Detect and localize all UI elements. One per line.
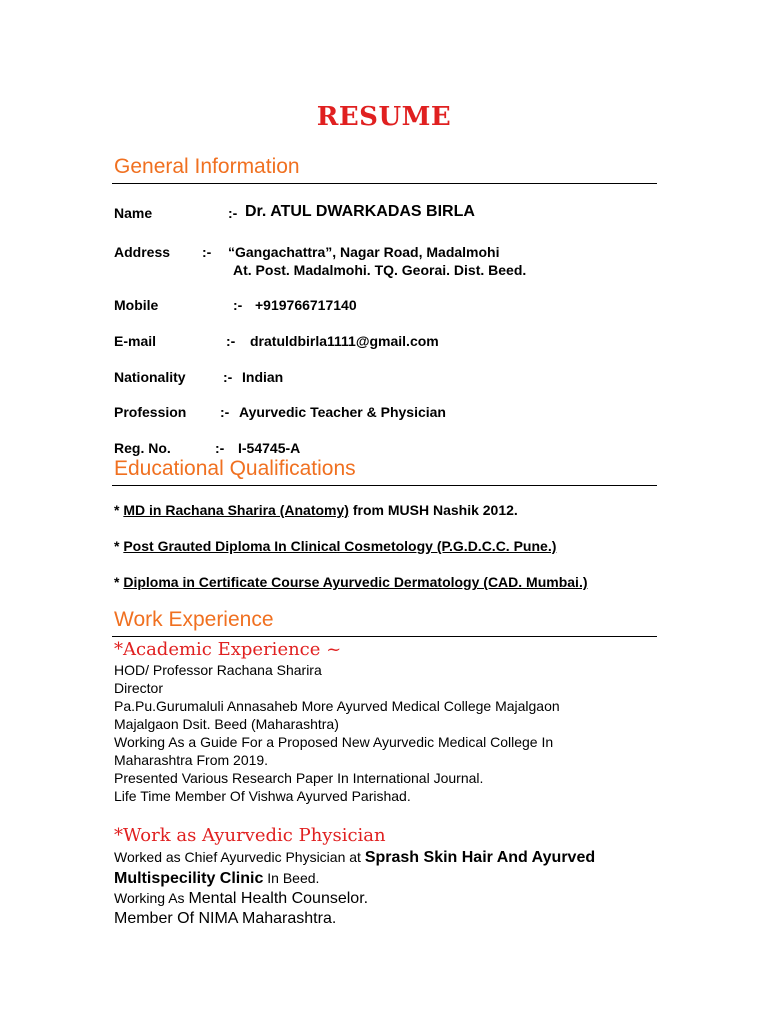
physician-text: Worked as Chief Ayurvedic Physician at <box>114 849 365 865</box>
section-divider <box>112 183 657 184</box>
profession-value: Ayurvedic Teacher & Physician <box>239 404 446 420</box>
physician-text: In Beed. <box>263 870 320 886</box>
bullet: * <box>114 538 124 554</box>
physician-text: Working As <box>114 890 189 906</box>
separator: :- <box>233 297 243 313</box>
separator: :- <box>223 369 233 385</box>
section-divider <box>112 485 657 486</box>
address-value-line2: At. Post. Madalmohi. TQ. Georai. Dist. Beed. <box>233 262 527 278</box>
bullet: * <box>114 574 124 590</box>
academic-experience-heading: *Academic Experience ~ <box>114 639 342 660</box>
academic-line: Maharashtra From 2019. <box>114 752 269 768</box>
physician-work-heading: *Work as Ayurvedic Physician <box>114 825 386 846</box>
qualification-item <box>114 574 588 590</box>
clinic-name-cont: Multispecility Clinic <box>114 870 264 887</box>
address-value-line1: “Gangachattra”, Nagar Road, Madalmohi <box>228 244 500 260</box>
qualification-title: MD in Rachana Sharira (Anatomy) <box>123 502 349 518</box>
physician-line <box>114 870 319 888</box>
qualification-item <box>114 538 556 554</box>
work-experience-heading: Work Experience <box>114 608 274 631</box>
email-label: E-mail <box>114 333 157 349</box>
physician-line <box>114 849 595 867</box>
academic-line: Director <box>114 680 164 696</box>
physician-line <box>114 890 368 908</box>
educational-qualifications-heading: Educational Qualifications <box>114 457 356 480</box>
qualification-title: Diploma in Certificate Course Ayurvedic Dermatology (CAD. Mumbai.) <box>123 574 588 590</box>
name-label: Name <box>114 205 153 221</box>
clinic-name: Sprash Skin Hair And Ayurved <box>364 849 596 866</box>
mobile-label: Mobile <box>114 297 159 313</box>
qualification-title: Post Grauted Diploma In Clinical Cosmetology (P.G.D.C.C. Pune.) <box>123 538 557 554</box>
separator: :- <box>202 244 212 260</box>
section-divider <box>112 636 657 637</box>
academic-line: Majalgaon Dsit. Beed (Maharashtra) <box>114 716 339 732</box>
profession-label: Profession <box>114 404 187 420</box>
academic-line: HOD/ Professor Rachana Sharira <box>114 662 322 678</box>
mobile-value: +919766717140 <box>255 297 357 313</box>
separator: :- <box>220 404 230 420</box>
counselor-role: Mental Health Counselor. <box>188 890 369 907</box>
reg-no-value: I-54745-A <box>238 440 301 456</box>
email-value: dratuldbirla1111@gmail.com <box>250 333 439 349</box>
separator: :- <box>228 205 238 221</box>
address-label: Address <box>114 244 171 260</box>
nationality-value: Indian <box>242 369 284 385</box>
resume-title: RESUME <box>316 102 452 132</box>
nationality-label: Nationality <box>114 369 186 385</box>
physician-line: Member Of NIMA Maharashtra. <box>114 910 337 927</box>
academic-line: Life Time Member Of Vishwa Ayurved Parishad. <box>114 788 411 804</box>
bullet: * <box>114 502 124 518</box>
academic-line: Pa.Pu.Gurumaluli Annasaheb More Ayurved Medical College Majalgaon <box>114 698 560 714</box>
reg-no-label: Reg. No. <box>114 440 171 456</box>
separator: :- <box>226 333 236 349</box>
academic-line: Presented Various Research Paper In International Journal. <box>114 770 484 786</box>
qualification-suffix: from MUSH Nashik 2012. <box>348 502 518 518</box>
general-information-heading: General Information <box>114 155 300 178</box>
qualification-item <box>114 502 518 518</box>
name-value: Dr. ATUL DWARKADAS BIRLA <box>245 203 475 220</box>
academic-line: Working As a Guide For a Proposed New Ayurvedic Medical College In <box>114 734 554 750</box>
separator: :- <box>215 440 225 456</box>
